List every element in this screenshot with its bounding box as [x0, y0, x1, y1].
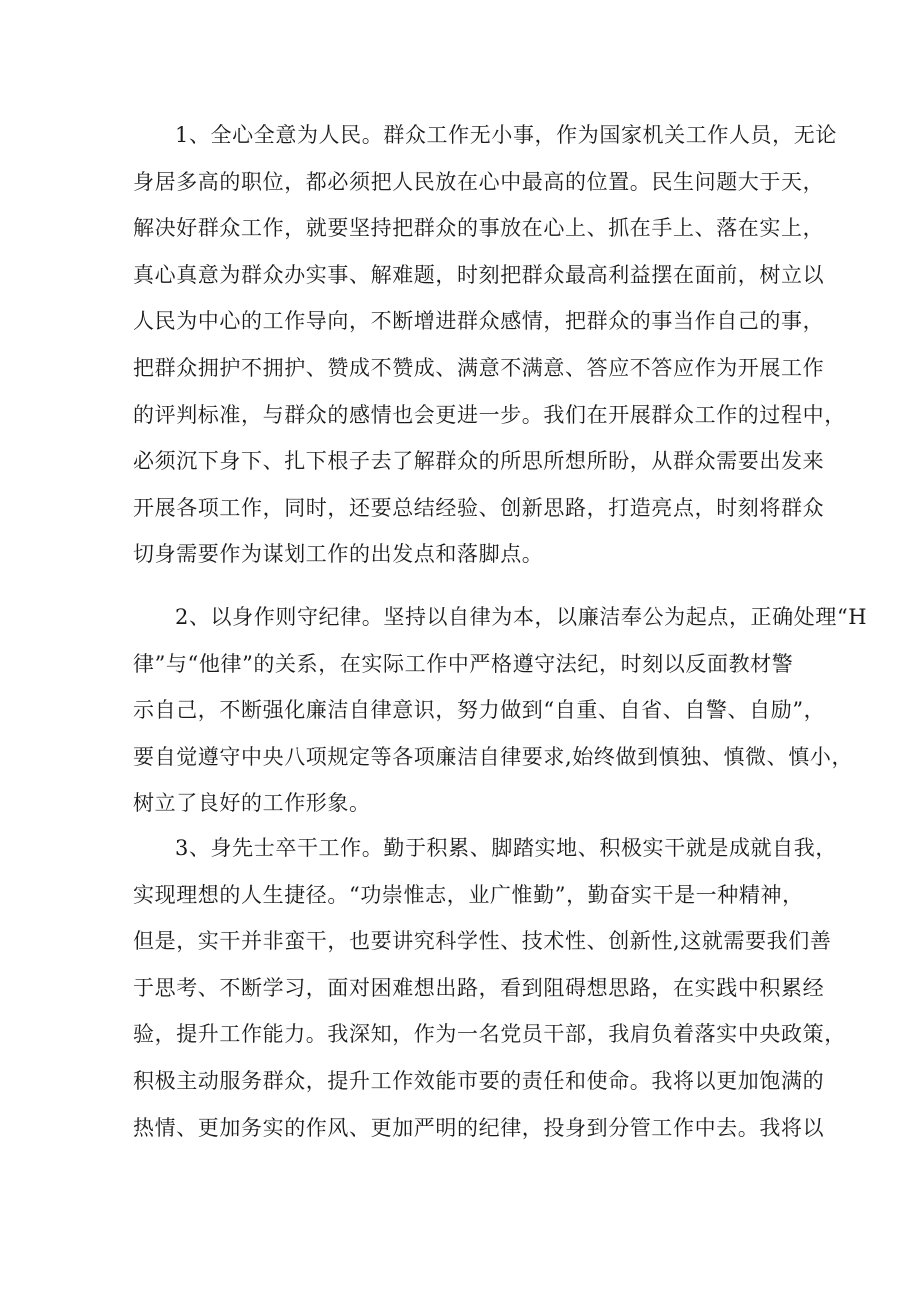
paragraph-line: 积极主动服务群众，提升工作效能市要的责任和使命。我将以更加饱满的: [133, 1068, 825, 1093]
paragraph-line: 实现理想的人生捷径。“功崇惟志，业广惟勤”，勤奋实干是一种精神，: [133, 882, 804, 907]
paragraph-line: 要自觉遵守中央八项规定等各项廉洁自律要求,始终做到慎独、慎微、慎小，: [133, 744, 854, 769]
paragraph-3: [133, 825, 846, 1151]
paragraph-line: 示自己，不断强化廉洁自律意识，努力做到“自重、自省、自警、自励”，: [133, 698, 826, 723]
paragraph-line: 验，提升工作能力。我深知，作为一名党员干部，我肩负着落实中央政策，: [133, 1022, 846, 1047]
paragraph-line: 的评判标准，与群众的感情也会更进一步。我们在开展群众工作的过程中，: [133, 402, 846, 427]
paragraph-line: 把群众拥护不拥护、赞成不赞成、满意不满意、答应不答应作为开展工作: [133, 355, 825, 380]
paragraph-line: 1、全心全意为人民。群众工作无小事，作为国家机关工作人员，无论: [175, 123, 837, 147]
paragraph-line: 树立了良好的工作形象。: [133, 791, 371, 816]
paragraph-line: 热情、更加务实的作风、更加严明的纪律，投身到分管工作中去。我将以: [133, 1115, 825, 1140]
paragraph-line: 开展各项工作，同时，还要总结经验、创新思路，打造亮点，时刻将群众: [133, 495, 825, 520]
paragraph-line: 律”与“他律”的关系，在实际工作中严格遵守法纪，时刻以反面教材警: [133, 651, 794, 676]
paragraph-line: 2、以身作则守纪律。坚持以自律为本，以廉洁奉公为起点，正确处理“H: [175, 605, 868, 629]
paragraph-line: 解决好群众工作，就要坚持把群众的事放在心上、抓在手上、落在实上，: [133, 216, 825, 241]
paragraph-1: [133, 112, 846, 578]
paragraph-2: [133, 594, 868, 827]
paragraph-line: 但是，实干并非蛮干，也要讲究科学性、技术性、创新性,这就需要我们善: [133, 929, 832, 954]
paragraph-line: 真心真意为群众办实事、解难题，时刻把群众最高利益摆在面前，树立以: [133, 262, 825, 287]
paragraph-line: 必须沉下身下、扎下根子去了解群众的所思所想所盼，从群众需要出发来: [133, 449, 825, 474]
paragraph-line: 身居多高的职位，都必须把人民放在心中最高的位置。民生问题大于天，: [133, 169, 825, 194]
paragraph-line: 3、身先士卒干工作。勤于积累、脚踏实地、积极实干就是成就自我，: [175, 836, 837, 860]
paragraph-line: 人民为中心的工作导向，不断增进群众感情，把群众的事当作自己的事，: [133, 309, 825, 334]
paragraph-line: 于思考、不断学习，面对困难想出路，看到阻碍想思路，在实践中积累经: [133, 975, 825, 1000]
paragraph-line: 切身需要作为谋划工作的出发点和落脚点。: [133, 542, 544, 567]
